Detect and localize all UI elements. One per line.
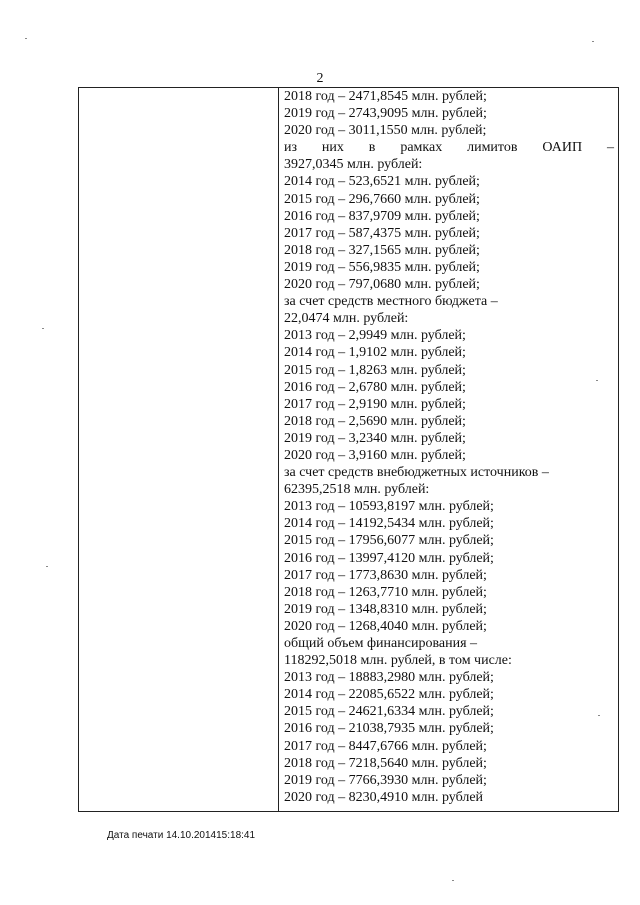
text-line: 2014 год – 22085,6522 млн. рублей; [284,687,494,703]
text-line: 2015 год – 17956,6077 млн. рублей; [284,533,494,549]
text-line: 2019 год – 7766,3930 млн. рублей; [284,772,487,788]
text-line: 22,0474 млн. рублей: [284,311,409,327]
text-line: 2014 год – 1,9102 млн. рублей; [284,345,466,361]
text-line: 2016 год – 21038,7935 млн. рублей; [284,721,494,737]
text-word: в [368,140,376,156]
text-line: 2016 год – 837,9709 млн. рублей; [284,208,480,224]
passport-table [78,87,619,812]
scan-speck [592,41,594,42]
text-word: из [284,140,298,156]
text-line: 2020 год – 8230,4910 млн. рублей [284,789,484,805]
text-line: 2016 год – 13997,4120 млн. рублей; [284,550,494,566]
text-line: 2018 год – 7218,5640 млн. рублей; [284,755,487,771]
text-line: 2019 год – 3,2340 млн. рублей; [284,430,466,446]
scan-speck [452,880,454,881]
scan-speck [42,328,44,329]
text-line [284,139,614,156]
print-date-footer: Дата печати 14.10.201415:18:41 [107,830,256,841]
text-line: 2017 год – 8447,6766 млн. рублей; [284,738,487,754]
text-line: 2020 год – 3,9160 млн. рублей; [284,447,466,463]
text-line: 2020 год – 797,0680 млн. рублей; [284,277,480,293]
column-divider [278,88,279,811]
text-line: 2020 год – 1268,4040 млн. рублей; [284,618,487,634]
text-line: 2017 год – 587,4375 млн. рублей; [284,225,480,241]
text-line: 2019 год – 556,9835 млн. рублей; [284,259,480,275]
text-line: 2018 год – 2471,8545 млн. рублей; [284,89,487,104]
text-line: 2018 год – 327,1565 млн. рублей; [284,242,480,258]
text-word: них [321,140,344,156]
text-line: 2017 год – 1773,8630 млн. рублей; [284,567,487,583]
text-line: 2018 год – 2,5690 млн. рублей; [284,413,466,429]
text-line: 2016 год – 2,6780 млн. рублей; [284,379,466,395]
text-line: 2019 год – 1348,8310 млн. рублей; [284,601,487,617]
text-line: 2013 год – 18883,2980 млн. рублей; [284,670,494,686]
text-line: 2014 год – 523,6521 млн. рублей; [284,174,480,190]
page-number: 2 [316,71,324,86]
text-word: лимитов [467,140,518,156]
scan-speck [25,38,27,39]
scan-speck [598,715,600,716]
text-word: ОАИП [542,140,583,156]
text-word: рамках [400,140,443,156]
text-line: за счет средств местного бюджета – [284,294,498,310]
text-line: 2013 год – 2,9949 млн. рублей; [284,328,466,344]
text-line: общий объем финансирования – [284,636,478,651]
text-line: 2015 год – 1,8263 млн. рублей; [284,362,466,378]
text-line: 2020 год – 3011,1550 млн. рублей; [284,123,487,139]
text-line: за счет средств внебюджетных источников – [284,465,549,481]
text-line: 2017 год – 2,9190 млн. рублей; [284,396,466,412]
text-line: 2013 год – 10593,8197 млн. рублей; [284,499,494,515]
text-line: 62395,2518 млн. рублей: [284,482,430,498]
text-line: 2019 год – 2743,9095 млн. рублей; [284,106,487,122]
text-line: 2014 год – 14192,5434 млн. рублей; [284,516,494,532]
scan-speck [46,566,48,567]
text-line: 2018 год – 1263,7710 млн. рублей; [284,584,487,600]
funding-text-column [284,88,614,806]
text-word: – [607,140,614,156]
text-line: 118292,5018 млн. рублей, в том числе: [284,653,512,669]
text-line: 2015 год – 24621,6334 млн. рублей; [284,704,494,720]
text-line: 2015 год – 296,7660 млн. рублей; [284,191,480,207]
text-line: 3927,0345 млн. рублей: [284,157,423,173]
scan-speck [596,380,598,381]
